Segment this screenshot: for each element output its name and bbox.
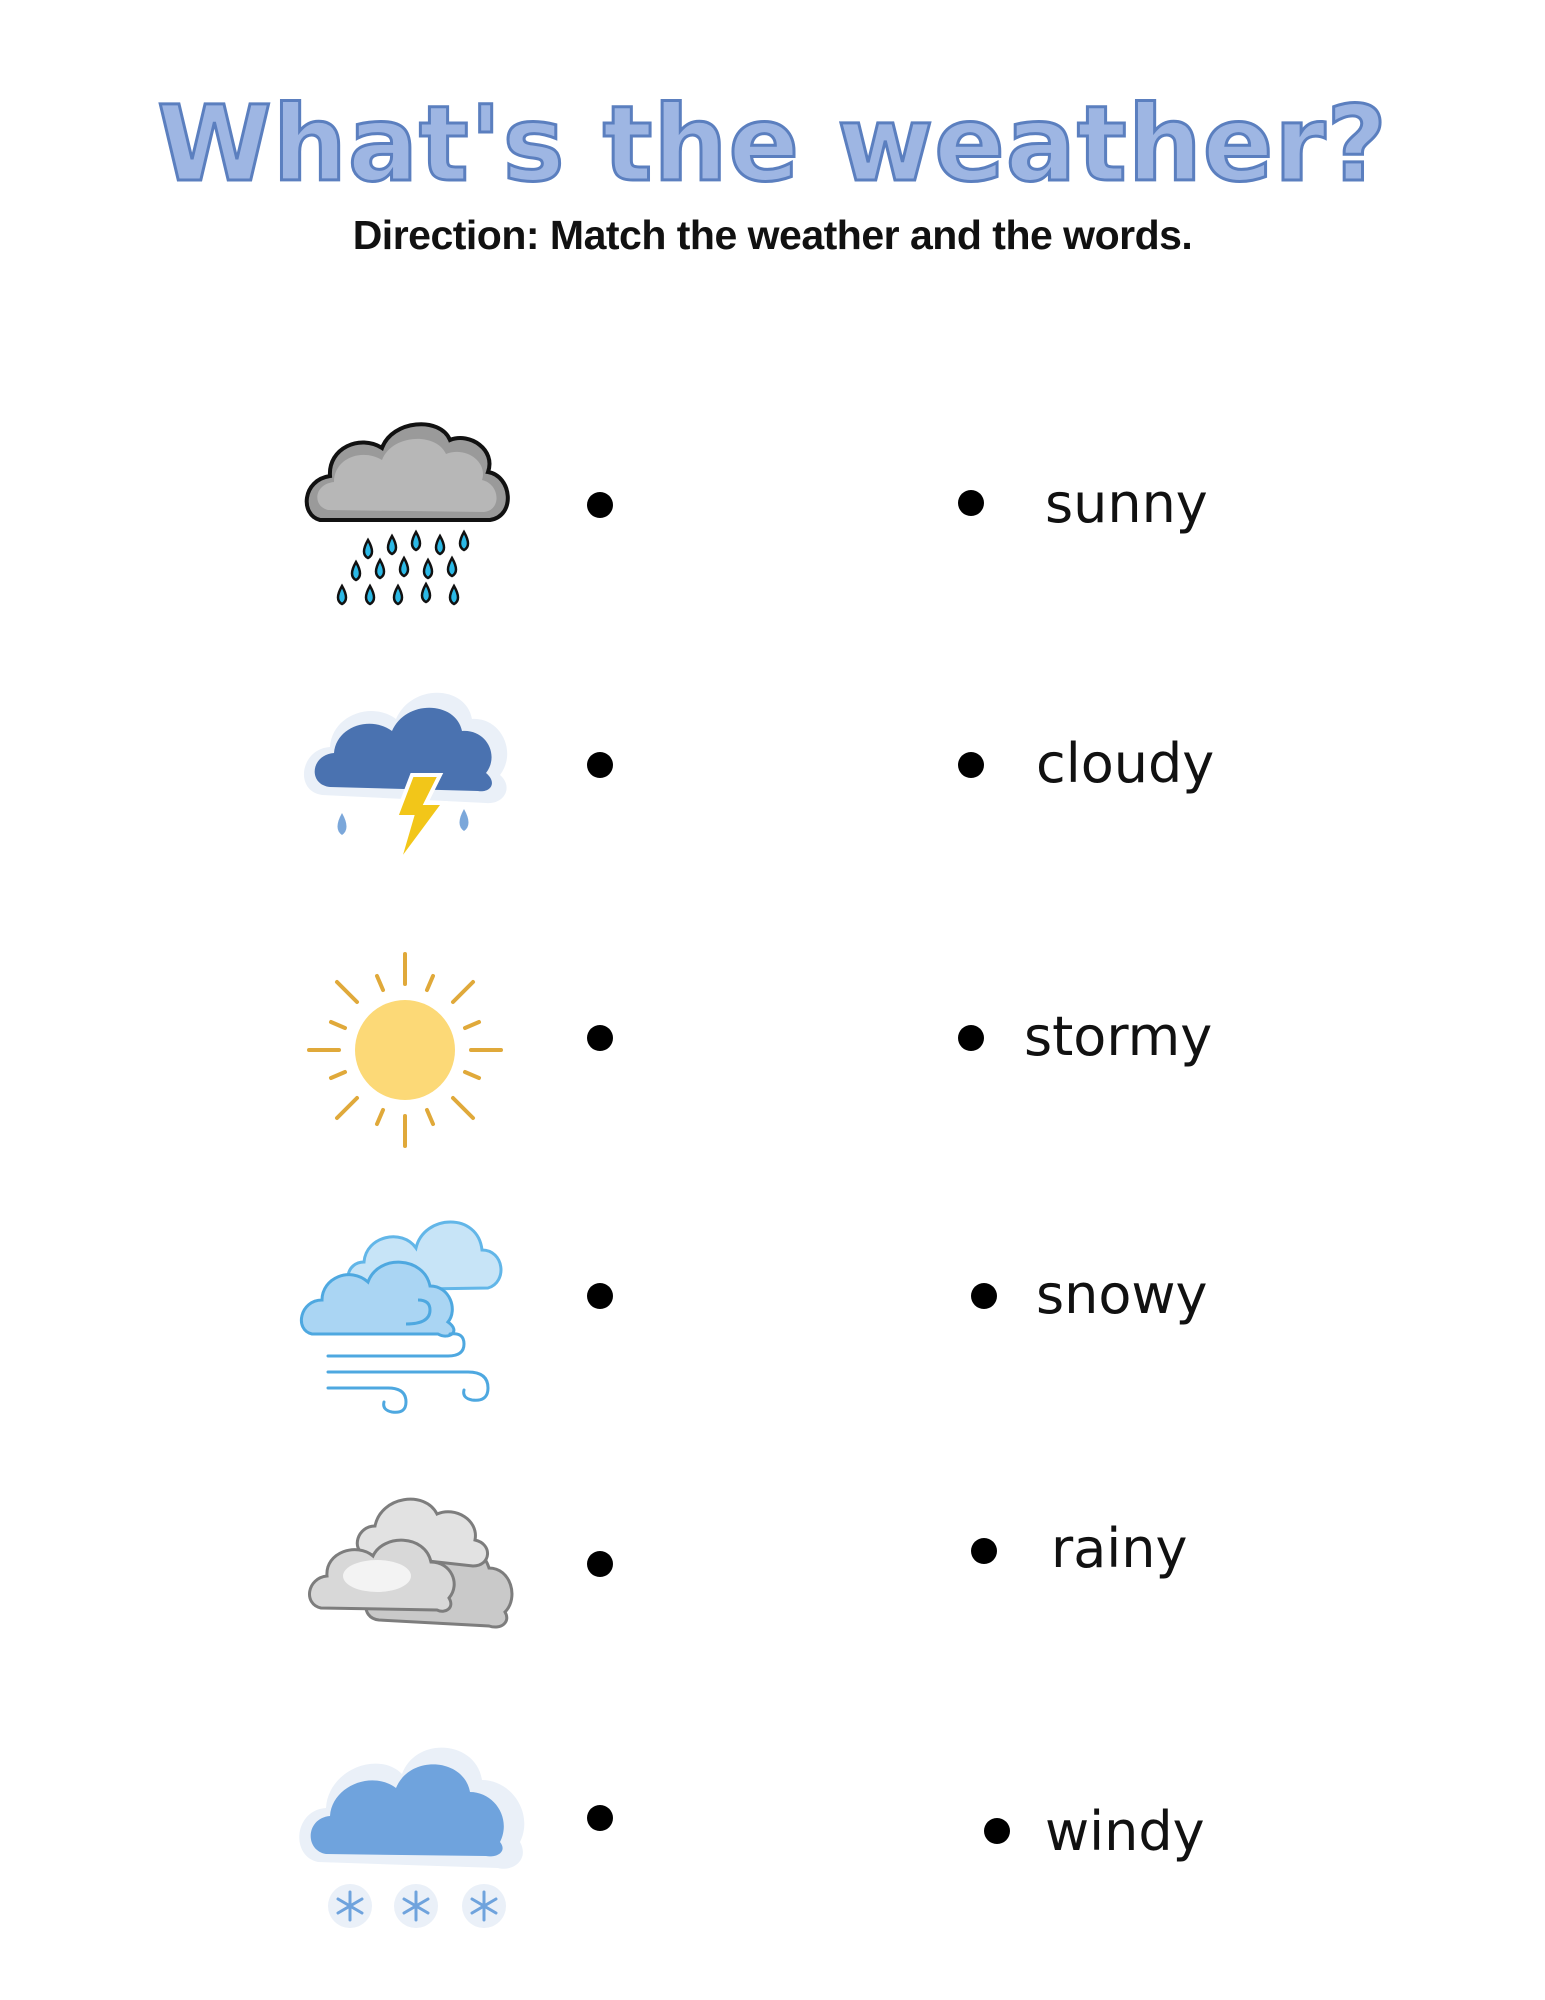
word-stormy: stormy	[1024, 1005, 1213, 1068]
word-windy: windy	[1045, 1800, 1205, 1863]
snow-cloud-icon	[298, 1730, 538, 1950]
word-rainy: rainy	[1051, 1517, 1188, 1580]
right-dot[interactable]	[984, 1818, 1010, 1844]
sun-icon	[305, 950, 505, 1150]
rain-cloud-icon	[300, 410, 520, 620]
right-dot[interactable]	[958, 490, 984, 516]
word-snowy: snowy	[1036, 1263, 1208, 1326]
right-dot[interactable]	[971, 1283, 997, 1309]
worksheet-title: What's the weather?	[157, 83, 1388, 205]
left-dot[interactable]	[587, 752, 613, 778]
storm-cloud-icon	[300, 675, 520, 885]
direction-text: Direction: Match the weather and the words.	[352, 212, 1193, 258]
right-dot[interactable]	[971, 1538, 997, 1564]
left-dot[interactable]	[587, 1283, 613, 1309]
right-dot[interactable]	[958, 752, 984, 778]
right-dot[interactable]	[958, 1025, 984, 1051]
snowflakes	[328, 1884, 506, 1928]
word-sunny: sunny	[1045, 472, 1208, 535]
word-cloudy: cloudy	[1036, 732, 1215, 795]
left-dot[interactable]	[587, 1551, 613, 1577]
cloudy-icon	[305, 1480, 525, 1650]
windy-clouds-icon	[298, 1200, 518, 1420]
left-dot[interactable]	[587, 492, 613, 518]
left-dot[interactable]	[587, 1025, 613, 1051]
left-dot[interactable]	[587, 1805, 613, 1831]
